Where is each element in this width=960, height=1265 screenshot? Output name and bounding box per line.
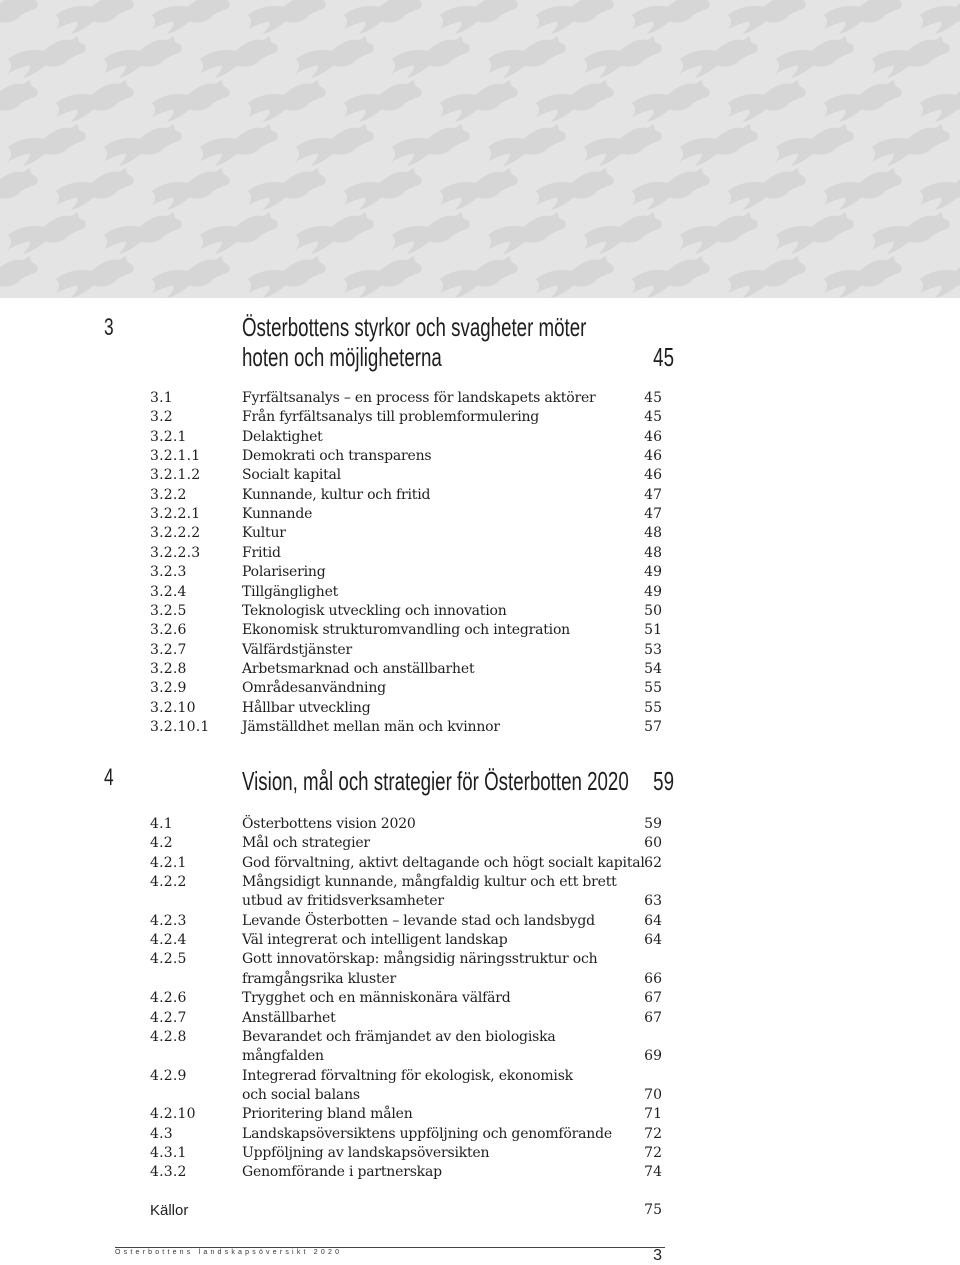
- dog-silhouette-icon: [776, 124, 854, 166]
- dog-silhouette-icon: [824, 80, 902, 122]
- dog-silhouette-icon: [488, 36, 566, 78]
- toc-entry-number: 4.2.1: [150, 854, 187, 871]
- toc-entry-title: Områdesanvändning: [242, 680, 386, 697]
- dog-silhouette-icon: [56, 80, 134, 122]
- chapter-4-page: 59: [653, 766, 674, 796]
- toc-entry-number: 3.2.1.1: [150, 448, 201, 465]
- chapter-3-number: 3: [104, 314, 114, 341]
- dog-silhouette-icon: [584, 212, 662, 254]
- dog-silhouette-icon: [248, 256, 326, 298]
- dog-silhouette-icon: [872, 124, 950, 166]
- toc-entry-title: Väl integrerat och intelligent landskap: [242, 932, 508, 949]
- toc-entry-title: Anställbarhet: [242, 1009, 336, 1026]
- toc-entry-title: Österbottens vision 2020: [242, 816, 416, 832]
- toc-entry-page: 70: [644, 1086, 662, 1103]
- toc-entry-number: 3.2.1: [150, 428, 187, 445]
- dog-silhouette-icon: [872, 212, 950, 254]
- footer-text: Österbottens landskapsöversikt 2020: [115, 1249, 343, 1256]
- toc-entry-page: 64: [644, 912, 662, 929]
- toc-entry-title: Socialt kapital: [242, 467, 341, 484]
- toc-entry-page: 71: [644, 1106, 662, 1123]
- dog-silhouette-icon: [680, 212, 758, 254]
- dog-silhouette-icon: [920, 256, 960, 298]
- toc-entry-page: 45: [644, 409, 662, 426]
- dog-silhouette-icon: [8, 124, 86, 166]
- toc-entry-number: 4.2.2: [150, 874, 187, 891]
- toc-entry-number: 3.2.1.2: [150, 467, 201, 484]
- toc-entry-page: 62: [644, 854, 662, 871]
- toc-entry-page: 46: [644, 467, 662, 484]
- toc-entry-page: 69: [644, 1048, 662, 1065]
- dog-silhouette-icon: [536, 168, 614, 210]
- dog-silhouette-icon: [344, 80, 422, 122]
- dog-silhouette-icon: [56, 256, 134, 298]
- dog-silhouette-icon: [152, 256, 230, 298]
- toc-entry-number: 3.2.7: [150, 641, 187, 658]
- dog-silhouette-icon: [824, 168, 902, 210]
- dog-silhouette-icon: [440, 0, 518, 34]
- toc-entry-number: 3.2.2: [150, 486, 187, 503]
- dog-silhouette-icon: [344, 0, 422, 34]
- dog-silhouette-icon: [728, 168, 806, 210]
- toc-entry-title: Från fyrfältsanalys till problemformulering: [242, 409, 540, 426]
- toc-entry-number: 4.1: [150, 816, 173, 832]
- dog-silhouette-icon: [200, 124, 278, 166]
- toc-entry-page: 59: [644, 816, 662, 832]
- toc-entry-title: Välfärdstjänster: [242, 641, 352, 658]
- dog-silhouette-icon: [248, 168, 326, 210]
- dog-silhouette-icon: [872, 36, 950, 78]
- toc-entry-page: 60: [644, 835, 662, 852]
- toc-entry-page: 63: [644, 893, 662, 910]
- dog-silhouette-icon: [776, 36, 854, 78]
- sources-label: Källor: [150, 1202, 189, 1219]
- toc-entry-number: 3.2: [150, 409, 173, 426]
- toc-entry-title: God förvaltning, aktivt deltagande och högt socialt kapital: [242, 854, 645, 871]
- toc-entry-title: Teknologisk utveckling och innovation: [242, 602, 507, 619]
- chapter-3-page: 45: [653, 342, 674, 372]
- chapter-3-title-line2: hoten och möjligheterna: [242, 342, 442, 372]
- toc-entry-number: 4.3.2: [150, 1164, 187, 1181]
- toc-entry-number: 3.2.10: [150, 699, 196, 716]
- toc-entry-page: 54: [644, 660, 662, 677]
- toc-entry-number: 3.2.4: [150, 583, 187, 600]
- dog-silhouette-icon: [824, 256, 902, 298]
- toc-entry-title: Integrerad förvaltning för ekologisk, ekonomisk: [242, 1067, 573, 1084]
- toc-entry-title-continued: mångfalden: [242, 1048, 324, 1065]
- toc-entry-number: 4.2.3: [150, 912, 187, 929]
- dog-silhouette-icon: [152, 0, 230, 34]
- dog-silhouette-icon: [56, 168, 134, 210]
- toc-entry-page: 57: [644, 718, 662, 735]
- toc-entry-number: 4.2.7: [150, 1009, 187, 1026]
- toc-entry-number: 4.2.5: [150, 951, 187, 968]
- toc-entry-page: 55: [644, 699, 662, 716]
- toc-entry-page: 55: [644, 680, 662, 697]
- toc-entry-number: 3.2.6: [150, 622, 187, 639]
- dog-silhouette-icon: [536, 0, 614, 34]
- dog-silhouette-icon: [152, 168, 230, 210]
- dog-silhouette-icon: [584, 36, 662, 78]
- dog-silhouette-icon: [488, 212, 566, 254]
- toc-entry-number: 4.2.8: [150, 1028, 187, 1045]
- dog-silhouette-icon: [8, 212, 86, 254]
- dog-silhouette-icon: [104, 212, 182, 254]
- chapter-4-title: Vision, mål och strategier för Österbotten 2020: [242, 766, 629, 796]
- toc-entry-page: 49: [644, 583, 662, 600]
- toc-entry-page: 53: [644, 641, 662, 658]
- toc-entry-number: 3.2.9: [150, 680, 187, 697]
- toc-entry-page: 74: [644, 1164, 662, 1181]
- dog-silhouette-icon: [440, 256, 518, 298]
- dog-silhouette-icon: [8, 36, 86, 78]
- toc-entry-title: Tillgänglighet: [242, 583, 339, 600]
- toc-entry-title: Demokrati och transparens: [242, 448, 432, 465]
- toc-entry-title: Polarisering: [242, 564, 326, 581]
- dog-silhouette-icon: [680, 36, 758, 78]
- toc-entry-number: 3.1: [150, 390, 173, 406]
- toc-entry-number: 3.2.3: [150, 564, 187, 581]
- dog-silhouette-icon: [776, 212, 854, 254]
- dog-silhouette-icon: [152, 80, 230, 122]
- toc-entry-number: 3.2.8: [150, 660, 187, 677]
- toc-entry-title: Hållbar utveckling: [242, 699, 371, 716]
- toc-entry-page: 66: [644, 970, 662, 987]
- dog-silhouette-icon: [440, 80, 518, 122]
- dog-silhouette-icon: [728, 80, 806, 122]
- toc-entry-number: 3.2.2.1: [150, 506, 201, 523]
- dog-silhouette-icon: [392, 124, 470, 166]
- toc-entry-title: Mål och strategier: [242, 835, 370, 852]
- toc-entry-number: 3.2.10.1: [150, 718, 210, 735]
- dog-silhouette-icon: [104, 124, 182, 166]
- toc-entry-number: 4.2: [150, 835, 173, 852]
- toc-entry-title: Jämställdhet mellan män och kvinnor: [242, 718, 500, 735]
- dog-silhouette-icon: [248, 0, 326, 34]
- dog-silhouette-icon: [536, 80, 614, 122]
- sources-page: 75: [644, 1202, 662, 1218]
- toc-entry-page: 50: [644, 602, 662, 619]
- dog-silhouette-icon: [584, 124, 662, 166]
- toc-entry-page: 47: [644, 506, 662, 523]
- toc-entry-number: 4.2.9: [150, 1067, 187, 1084]
- footer-page-number: 3: [653, 1247, 662, 1264]
- toc-entry-page: 64: [644, 932, 662, 949]
- toc-entry-title: Genomförande i partnerskap: [242, 1164, 442, 1181]
- toc-entry-title: Bevarandet och främjandet av den biologiska: [242, 1028, 556, 1045]
- chapter-4-number: 4: [104, 764, 114, 791]
- toc-entry-number: 3.2.2.3: [150, 544, 201, 561]
- toc-entry-page: 51: [644, 622, 662, 639]
- toc-entry-title: Delaktighet: [242, 428, 323, 445]
- dog-silhouette-icon: [296, 212, 374, 254]
- toc-entry-title: Levande Österbotten – levande stad och landsbygd: [242, 912, 595, 929]
- dog-silhouette-icon: [392, 36, 470, 78]
- toc-entry-title: Kultur: [242, 525, 286, 542]
- toc-entry-page: 67: [644, 990, 662, 1007]
- toc-entry-page: 48: [644, 525, 662, 542]
- dog-silhouette-icon: [632, 256, 710, 298]
- toc-entry-page: 46: [644, 448, 662, 465]
- toc-entry-page: 72: [644, 1125, 662, 1142]
- dog-silhouette-icon: [0, 168, 38, 210]
- toc-entry-title: Trygghet och en människonära välfärd: [242, 990, 511, 1007]
- dog-silhouette-icon: [56, 0, 134, 34]
- dog-silhouette-icon: [728, 0, 806, 34]
- toc-entry-number: 4.2.6: [150, 990, 187, 1007]
- dog-silhouette-icon: [680, 124, 758, 166]
- dog-silhouette-icon: [728, 256, 806, 298]
- dog-silhouette-icon: [344, 168, 422, 210]
- dog-silhouette-icon: [200, 36, 278, 78]
- toc-entry-title: Arbetsmarknad och anställbarhet: [242, 660, 475, 677]
- dog-silhouette-icon: [0, 256, 38, 298]
- toc-entry-page: 67: [644, 1009, 662, 1026]
- dog-silhouette-icon: [296, 36, 374, 78]
- toc-entry-page: 72: [644, 1144, 662, 1161]
- dog-silhouette-icon: [536, 256, 614, 298]
- toc-entry-page: 45: [644, 390, 662, 406]
- toc-entry-title: Gott innovatörskap: mångsidig näringsstruktur och: [242, 951, 598, 968]
- dog-silhouette-icon: [920, 80, 960, 122]
- toc-entry-title: Prioritering bland målen: [242, 1106, 413, 1123]
- dog-silhouette-icon: [632, 80, 710, 122]
- toc-entry-page: 46: [644, 428, 662, 445]
- dog-pattern-icon: [0, 0, 960, 298]
- decorative-banner: [0, 0, 960, 298]
- dog-silhouette-icon: [344, 256, 422, 298]
- chapter-3-title-line1: Österbottens styrkor och svagheter möter: [242, 312, 587, 342]
- dog-silhouette-icon: [632, 168, 710, 210]
- toc-entry-title-continued: utbud av fritidsverksamheter: [242, 893, 444, 910]
- dog-silhouette-icon: [920, 0, 960, 34]
- toc-entry-number: 4.3.1: [150, 1144, 187, 1161]
- dog-silhouette-icon: [104, 36, 182, 78]
- dog-silhouette-icon: [200, 212, 278, 254]
- toc-entry-title: Kunnande: [242, 506, 313, 523]
- toc-entry-number: 4.3: [150, 1125, 173, 1142]
- toc-entry-page: 48: [644, 544, 662, 561]
- dog-silhouette-icon: [632, 0, 710, 34]
- toc-entry-title: Fritid: [242, 544, 281, 561]
- dog-silhouette-icon: [440, 168, 518, 210]
- toc-entry-title: Mångsidigt kunnande, mångfaldig kultur och ett brett: [242, 874, 617, 891]
- toc-entry-title: Landskapsöversiktens uppföljning och genomförande: [242, 1125, 612, 1142]
- toc-entry-title-continued: och social balans: [242, 1086, 360, 1103]
- toc-entry-title: Uppföljning av landskapsöversikten: [242, 1144, 490, 1161]
- dog-silhouette-icon: [392, 212, 470, 254]
- toc-entry-number: 3.2.5: [150, 602, 187, 619]
- dog-silhouette-icon: [0, 80, 38, 122]
- toc-entry-number: 3.2.2.2: [150, 525, 201, 542]
- toc-entry-title: Fyrfältsanalys – en process för landskapets aktörer: [242, 390, 596, 406]
- dog-silhouette-icon: [920, 168, 960, 210]
- toc-entry-number: 4.2.4: [150, 932, 187, 949]
- toc-entry-title-continued: framgångsrika kluster: [242, 970, 396, 987]
- dog-silhouette-icon: [248, 80, 326, 122]
- dog-silhouette-icon: [296, 124, 374, 166]
- dog-silhouette-icon: [824, 0, 902, 34]
- footer-rule: [115, 1247, 665, 1248]
- dog-silhouette-icon: [0, 0, 38, 34]
- toc-entry-title: Ekonomisk strukturomvandling och integration: [242, 622, 570, 639]
- toc-entry-number: 4.2.10: [150, 1106, 196, 1123]
- toc-entry-page: 47: [644, 486, 662, 503]
- toc-entry-title: Kunnande, kultur och fritid: [242, 486, 431, 503]
- toc-entry-page: 49: [644, 564, 662, 581]
- dog-silhouette-icon: [488, 124, 566, 166]
